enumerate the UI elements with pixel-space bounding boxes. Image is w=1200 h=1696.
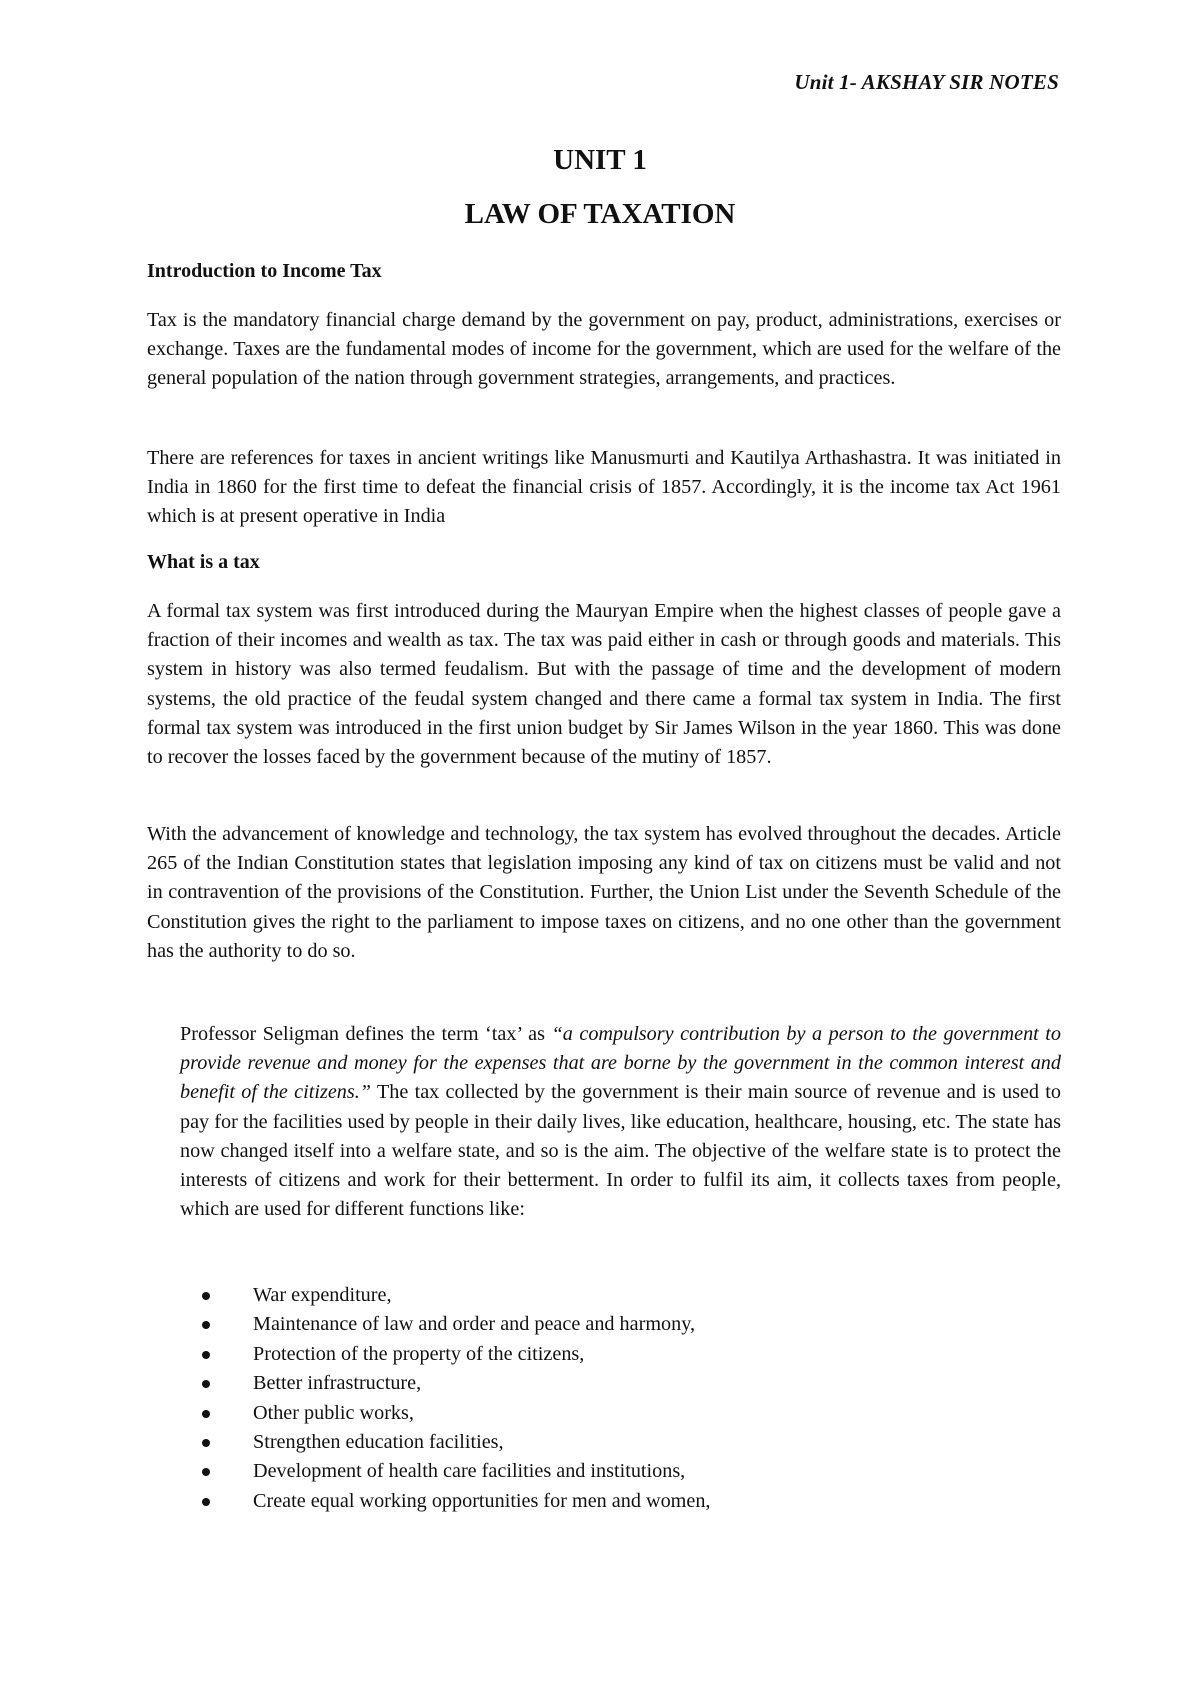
section-heading-what-is-tax: [147, 548, 1061, 577]
list-item: [200, 1281, 710, 1310]
bullet-icon: [202, 1468, 210, 1476]
paragraph: [147, 444, 1061, 532]
paragraph-text: There are references for taxes in ancient writings like Manusmurti and Kautilya Arthashastra. It was initiated in India in 1860 for the first time to defeat the financial crisis of 1857. Accordingly, it is the income tax Act 1961 which is at present operative in India: [147, 447, 1061, 528]
bullet-icon: [202, 1292, 210, 1300]
list-item-text: Create equal working opportunities for men and women,: [253, 1489, 711, 1512]
list-item: [200, 1369, 710, 1398]
list-item: [200, 1457, 710, 1486]
paragraph-text: Tax is the mandatory financial charge demand by the government on pay, product, administrations, exercises or exchange. Taxes are the fundamental modes of income for the government, which are used for the welfare of the general population of the nation through government strategies, arrangements, and practices.: [147, 309, 1061, 390]
paragraph-text: [180, 1020, 1061, 1224]
unit-title: UNIT 1: [553, 144, 647, 176]
bullet-icon: [202, 1439, 210, 1447]
bullet-icon: [202, 1498, 210, 1506]
list-item-text: Protection of the property of the citizens,: [253, 1342, 585, 1365]
list-item: [200, 1340, 710, 1369]
paragraph-text: A formal tax system was first introduced during the Mauryan Empire when the highest classes of people gave a fraction of their incomes and wealth as tax. The tax was paid either in cash or through goods and materials. This system in history was also termed feudalism. But with the passage of time and the development of modern systems, the old practice of the feudal system changed and there came a formal tax system in India. The first formal tax system was introduced in the first union budget by Sir James Wilson in the year 1860. This was done to recover the losses faced by the government because of the mutiny of 1857.: [147, 600, 1061, 769]
paragraph: [147, 820, 1061, 966]
section-heading-intro: [147, 257, 1061, 286]
list-item-text: Better infrastructure,: [253, 1372, 422, 1395]
paragraph: [147, 597, 1061, 772]
paragraph-text: With the advancement of knowledge and technology, the tax system has evolved throughout the decades. Article 265 of the Indian Constitution states that legislation imposing any kind of tax on citizens must be valid and not in contravention of the provisions of the Constitution. Further, the Union List under the Seventh Schedule of the Constitution gives the right to the parliament to impose taxes on citizens, and no one other than the government has the authority to do so.: [147, 823, 1061, 962]
section-heading: What is a tax: [147, 551, 260, 573]
list-item-text: Other public works,: [253, 1401, 414, 1424]
bullet-icon: [202, 1351, 210, 1359]
list-item: [200, 1428, 710, 1457]
bullet-icon: [202, 1380, 210, 1388]
paragraph: [147, 306, 1061, 394]
tax-functions-list: [200, 1281, 710, 1516]
subject-title: LAW OF TAXATION: [464, 198, 736, 230]
list-item-text: War expenditure,: [253, 1284, 392, 1306]
quote-lead: Professor Seligman defines the term ‘tax’ as: [180, 1023, 552, 1045]
seligman-quote: “a compulsory contribution by a person to the government to provide revenue and money for the expenses that are borne by the government in the common interest and benefit of the citizens.”: [180, 1023, 1061, 1104]
bullet-icon: [202, 1410, 210, 1418]
list-item-text: Maintenance of law and order and peace and harmony,: [253, 1313, 696, 1336]
list-item: [200, 1487, 710, 1516]
bullet-icon: [202, 1321, 210, 1329]
list-item: [200, 1310, 710, 1339]
list-item-text: Development of health care facilities and institutions,: [253, 1460, 686, 1483]
list-item-text: Strengthen education facilities,: [253, 1431, 504, 1454]
list-item: [200, 1399, 710, 1428]
seligman-definition-paragraph: [180, 1020, 1061, 1224]
running-header: Unit 1- AKSHAY SIR NOTES: [794, 70, 1059, 94]
quote-rest: The tax collected by the government is their main source of revenue and is used to pay for the facilities used by people in their daily lives, like education, healthcare, housing, etc. The state has now changed itself into a welfare state, and so is the aim. The objective of the welfare state is to protect the interests of citizens and work for their betterment. In order to fulfil its aim, it collects taxes from people, which are used for different functions like:: [180, 1081, 1061, 1221]
section-heading: Introduction to Income Tax: [147, 260, 382, 282]
